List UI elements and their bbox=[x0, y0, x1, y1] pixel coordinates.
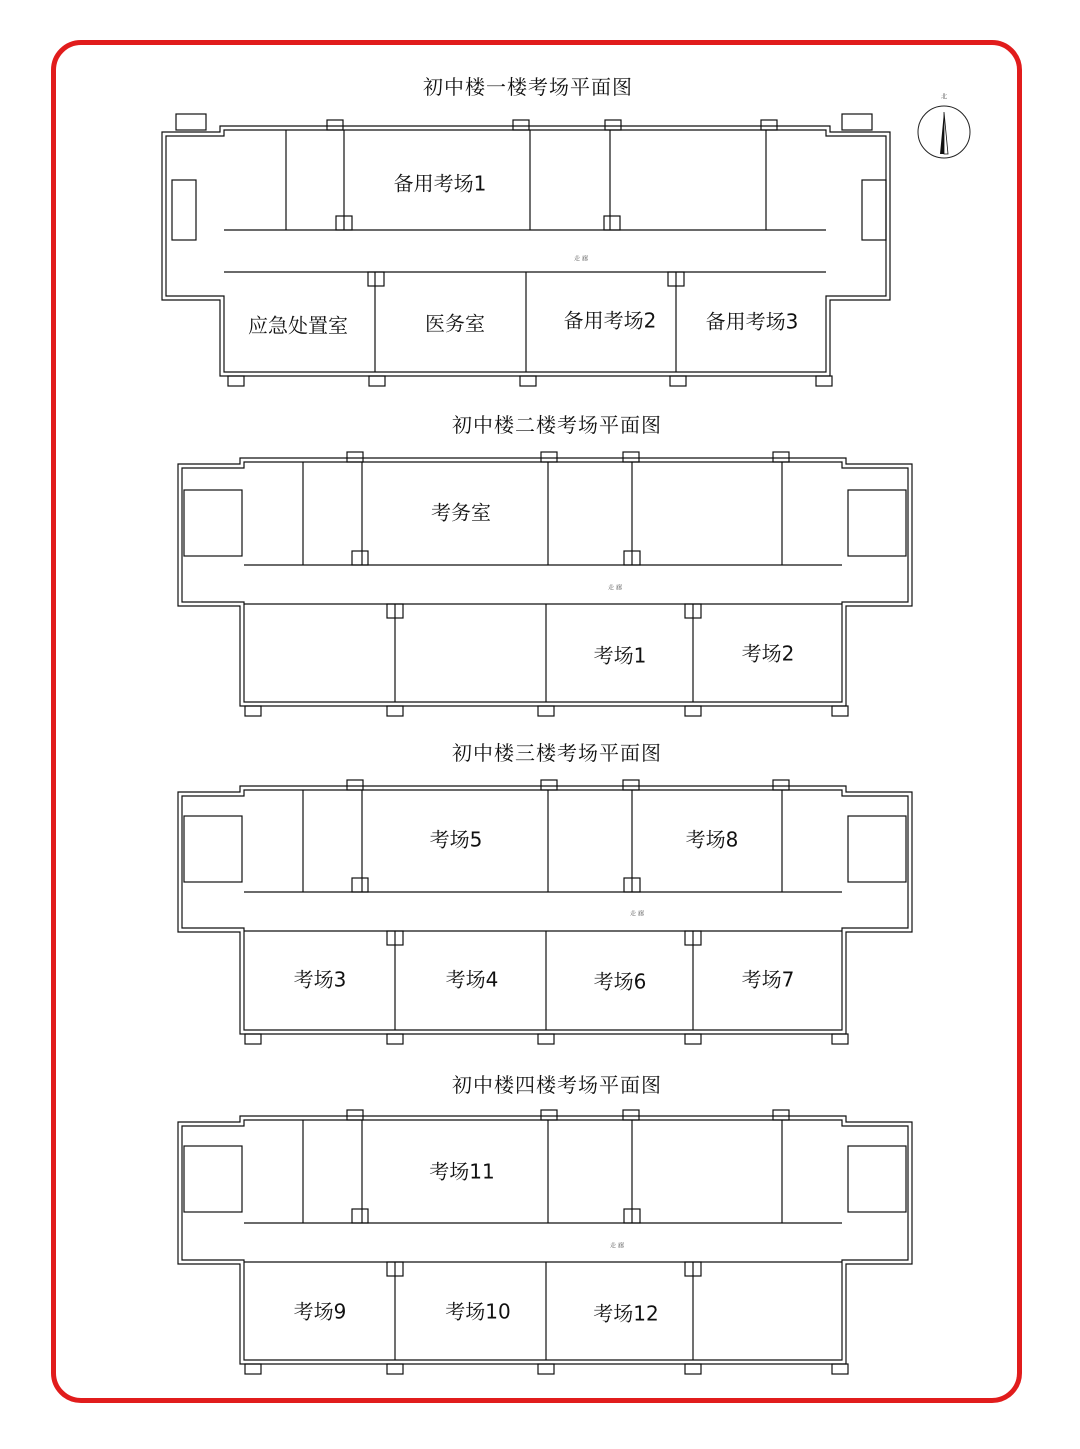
room-label: 备用考场2 bbox=[563, 308, 657, 333]
floor2-title: 初中楼二楼考场平面图 bbox=[452, 413, 662, 437]
room-label: 考场10 bbox=[445, 1299, 511, 1324]
room-label: 医务室 bbox=[425, 311, 485, 336]
corridor-label: 走 廊 bbox=[630, 910, 644, 918]
room-label: 应急处置室 bbox=[248, 313, 348, 338]
room-label: 备用考场1 bbox=[393, 171, 487, 196]
room-label: 考场4 bbox=[445, 967, 499, 992]
room-label: 考场12 bbox=[593, 1301, 659, 1326]
corridor-label: 走 廊 bbox=[608, 584, 622, 592]
room-label: 考场7 bbox=[741, 967, 795, 992]
room-label: 考场2 bbox=[741, 641, 795, 666]
room-label: 考场9 bbox=[293, 1299, 347, 1324]
room-label: 考场5 bbox=[429, 827, 483, 852]
compass-label: 北 bbox=[940, 93, 948, 101]
room-label: 考务室 bbox=[431, 500, 491, 525]
room-label: 备用考场3 bbox=[705, 309, 799, 334]
floor4-title: 初中楼四楼考场平面图 bbox=[452, 1073, 662, 1097]
room-label: 考场8 bbox=[685, 827, 739, 852]
corridor-label: 走 廊 bbox=[610, 1242, 624, 1250]
floor3-title: 初中楼三楼考场平面图 bbox=[452, 741, 662, 765]
floor1-title: 初中楼一楼考场平面图 bbox=[423, 75, 633, 99]
corridor-label: 走 廊 bbox=[574, 255, 588, 263]
room-label: 考场1 bbox=[593, 643, 647, 668]
room-label: 考场11 bbox=[429, 1159, 495, 1184]
room-label: 考场3 bbox=[293, 967, 347, 992]
room-label: 考场6 bbox=[593, 969, 647, 994]
